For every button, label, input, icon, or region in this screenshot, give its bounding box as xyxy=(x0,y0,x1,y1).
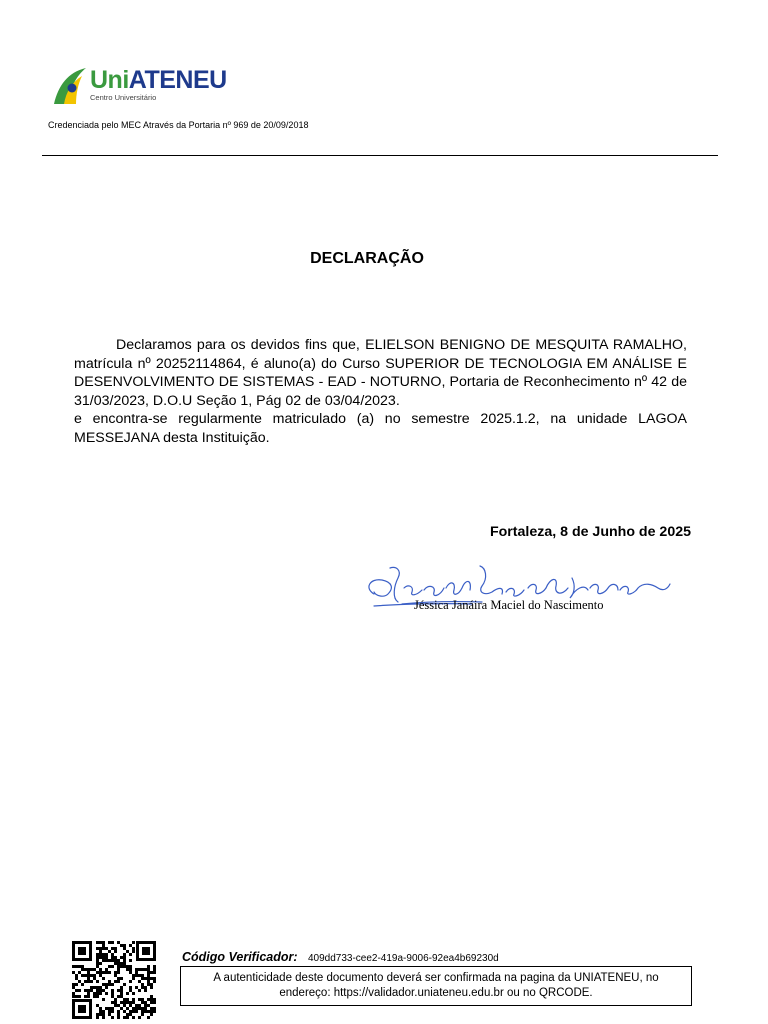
logo-subtitle: Centro Universitário xyxy=(90,93,157,102)
logo-wordmark xyxy=(90,66,227,94)
document-title: DECLARAÇÃO xyxy=(310,250,424,267)
qr-code-icon xyxy=(72,941,156,1019)
handwritten-signature xyxy=(362,558,680,624)
declaration-paragraph-1: Declaramos para os devidos fins que, ELIELSON BENIGNO DE MESQUITA RAMALHO, matrícula nº 20252114864, é aluno(a) do Curso SUPERIOR DE TECNOLOGIA EM ANÁLISE E DESENVOLVIMENTO DE SISTEMAS - EAD - NOTURNO, Portaria de Reconhecimento nº 42 de 31/03/2023, D.O.U Seção 1, Pág 02 de 03/04/2023. xyxy=(74,337,687,409)
signatory-name: Jéssica Janáira Maciel do Nascimento xyxy=(414,598,604,612)
declaration-paragraph-2: e encontra-se regularmente matriculado (a) no semestre 2025.1.2, na unidade LAGOA MESSEJANA desta Instituição. xyxy=(74,411,687,446)
logo-uni-text: Uni xyxy=(90,66,129,94)
verifier-label: Código Verificador: xyxy=(182,950,298,964)
place-and-date: Fortaleza, 8 de Junho de 2025 xyxy=(489,524,691,540)
authenticity-line-2: endereço: https://validador.uniateneu.edu.br ou no QRCODE. xyxy=(279,987,593,999)
authenticity-notice xyxy=(180,966,692,1006)
declaration-body xyxy=(74,336,687,447)
logo-ateneu-text: ATENEU xyxy=(128,66,227,94)
accreditation-note: Credenciada pelo MEC Através da Portaria nº 969 de 20/09/2018 xyxy=(48,120,309,130)
logo-swoosh-icon xyxy=(52,64,92,108)
uniateneu-logo xyxy=(52,64,227,108)
verifier-code: 409dd733-cee2-419a-9006-92ea4b69230d xyxy=(307,953,499,964)
verification-line xyxy=(182,948,499,966)
authenticity-line-1: A autenticidade deste documento deverá ser confirmada na pagina da UNIATENEU, no xyxy=(213,972,659,984)
header-divider xyxy=(42,155,718,156)
